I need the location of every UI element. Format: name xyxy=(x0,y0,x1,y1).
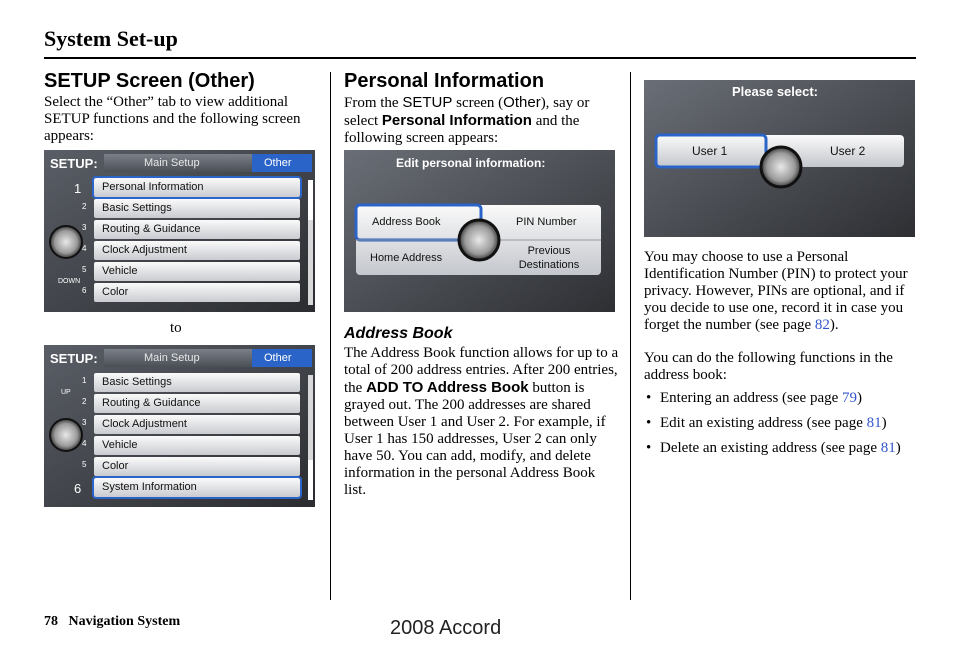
bullet-text: Edit an existing address (see page xyxy=(660,415,867,431)
setup-menu-item[interactable] xyxy=(94,220,300,239)
page-header-title: System Set-up xyxy=(44,26,178,51)
pin-paragraph-b: ). xyxy=(829,317,839,333)
setup-menu-item-number: 4 xyxy=(82,439,87,448)
intro-text-d: and the following screen appears: xyxy=(344,113,580,146)
section-heading-setup-other: SETUP Screen (Other) xyxy=(44,70,255,92)
intro-text-b: screen ( xyxy=(452,95,504,111)
setup-menu-item-number: 1 xyxy=(74,181,82,196)
setup-menu-item-label: Vehicle xyxy=(102,265,138,277)
up-label: UP xyxy=(61,389,71,396)
please-select-screen xyxy=(644,80,915,237)
page-link-81[interactable]: 81 xyxy=(866,415,882,431)
watermark: 2008 Accord xyxy=(390,617,502,639)
previous-label: Previous xyxy=(527,245,571,257)
pin-paragraph-a: You may choose to use a Personal Identification Number (PIN) to protect your privacy. However, PINs are optional, and if you decide to use one, record it in case you forget the number (see page xyxy=(644,249,908,333)
setup-menu-item[interactable] xyxy=(94,478,300,497)
setup-screen-2-title: SETUP: xyxy=(50,351,98,366)
list-item xyxy=(644,415,920,432)
column-divider-1 xyxy=(330,72,331,600)
header-rule xyxy=(44,57,916,59)
add-to-address-book-label: ADD TO Address Book xyxy=(366,379,529,396)
bullet-end: ) xyxy=(857,390,863,406)
column-divider-2 xyxy=(630,72,631,600)
address-book-section xyxy=(344,325,620,499)
please-select-title: Please select: xyxy=(732,84,819,99)
address-book-body-a: The Address Book function allows for up to a total of 200 address entries. After 200 entries, the xyxy=(344,345,619,396)
setup-menu-item[interactable] xyxy=(94,457,300,476)
setup-other-intro: Select the “Other” tab to view additional SETUP functions and the following screen appears: xyxy=(44,94,301,144)
home-address-button[interactable]: Home Address xyxy=(370,252,443,264)
page-number: 78 xyxy=(44,614,58,629)
setup-menu-item-number: 3 xyxy=(82,418,87,427)
destinations-label: Destinations xyxy=(518,259,580,271)
setup-screen-1-tab-other[interactable]: Other xyxy=(264,157,292,169)
setup-menu-item-label: Vehicle xyxy=(102,439,138,451)
intro-setup: SETUP xyxy=(402,94,453,111)
page-link-82[interactable]: 82 xyxy=(814,317,830,333)
edit-personal-info-graphic xyxy=(344,150,615,312)
column-pin-info xyxy=(644,249,920,465)
knob-icon xyxy=(50,419,82,451)
setup-menu-item-number: 5 xyxy=(82,265,87,274)
setup-menu-item[interactable] xyxy=(94,283,300,302)
setup-menu-item-number: 2 xyxy=(82,202,87,211)
user-1-button[interactable]: User 1 xyxy=(692,144,728,158)
page-link-79[interactable]: 79 xyxy=(842,390,858,406)
address-book-button[interactable]: Address Book xyxy=(372,216,441,228)
pin-number-button[interactable]: PIN Number xyxy=(516,216,577,228)
user-2-button[interactable]: User 2 xyxy=(830,144,866,158)
setup-menu-item[interactable] xyxy=(94,262,300,281)
setup-menu-item-number: 5 xyxy=(82,460,87,469)
address-book-heading: Address Book xyxy=(344,325,453,342)
setup-menu-item[interactable] xyxy=(94,199,300,218)
intro-text-c: ), say or select xyxy=(344,95,590,129)
setup-menu-item-label: System Information xyxy=(102,481,197,493)
setup-menu-item[interactable] xyxy=(94,241,300,260)
setup-menu-item-label: Clock Adjustment xyxy=(102,244,187,256)
intro-text-a: From the xyxy=(344,95,403,111)
please-select-graphic xyxy=(644,80,915,237)
setup-menu-item-number: 2 xyxy=(82,397,87,406)
down-label: DOWN xyxy=(58,278,81,285)
list-item xyxy=(644,390,920,407)
setup-menu-item-number: 6 xyxy=(74,481,82,496)
pin-paragraph xyxy=(644,249,920,334)
setup-menu-item[interactable] xyxy=(94,178,300,197)
personal-information-intro xyxy=(344,94,620,147)
setup-screen-2-tab-other[interactable]: Other xyxy=(264,352,292,364)
address-book-body xyxy=(344,345,620,499)
column-setup-other xyxy=(44,70,322,145)
bullet-text: Delete an existing address (see page xyxy=(660,440,881,456)
intro-other: Other xyxy=(503,94,541,111)
setup-screen-1 xyxy=(44,150,315,312)
setup-menu-item[interactable] xyxy=(94,415,300,434)
setup-screen-2 xyxy=(44,345,315,507)
section-heading-personal-information: Personal Information xyxy=(344,70,545,92)
setup-menu-item[interactable] xyxy=(94,436,300,455)
edit-personal-info-screen xyxy=(344,150,615,312)
knob-icon xyxy=(761,147,801,187)
knob-icon xyxy=(50,226,82,258)
setup-menu-item-label: Basic Settings xyxy=(102,376,172,388)
setup-menu-item-number: 1 xyxy=(82,376,87,385)
page-link-81[interactable]: 81 xyxy=(880,440,896,456)
edit-personal-info-title: Edit personal information: xyxy=(396,156,546,170)
setup-menu-item-number: 4 xyxy=(82,244,87,253)
address-book-body-b: button is grayed out. The 200 addresses are shared between User 1 and User 2. For example, if User 1 has 150 addresses, User 2 can only have 50. You can add, modify, and delete information in the personal Address Book list. xyxy=(344,380,606,498)
setup-menu-item-label: Personal Information xyxy=(102,181,204,193)
bullet-text: Entering an address (see page xyxy=(660,390,843,406)
bullet-end: ) xyxy=(881,415,887,431)
setup-screen-1-title: SETUP: xyxy=(50,156,98,171)
setup-menu-item-label: Routing & Guidance xyxy=(102,223,201,235)
setup-menu-item[interactable] xyxy=(94,394,300,413)
intro-personal-information: Personal Information xyxy=(381,112,532,129)
setup-menu-item-label: Color xyxy=(102,286,129,298)
setup-menu-item-label: Clock Adjustment xyxy=(102,418,187,430)
setup-screen-2-tab-main[interactable]: Main Setup xyxy=(144,352,200,364)
previous-destinations-button[interactable] xyxy=(514,244,584,272)
functions-list xyxy=(644,390,920,457)
page-footer xyxy=(44,614,180,630)
setup-menu-item-label: Color xyxy=(102,460,129,472)
knob-icon xyxy=(459,220,499,260)
functions-paragraph: You can do the following functions in the address book: xyxy=(644,350,893,383)
setup-menu-item-label: Routing & Guidance xyxy=(102,397,201,409)
bullet-end: ) xyxy=(895,440,901,456)
setup-screen-1-tab-main[interactable]: Main Setup xyxy=(144,157,200,169)
setup-menu-item-number: 6 xyxy=(82,286,87,295)
list-item xyxy=(644,440,920,457)
to-text: to xyxy=(170,320,182,336)
book-title: Navigation System xyxy=(68,614,181,629)
column-personal-information xyxy=(344,70,620,147)
setup-menu-item-label: Basic Settings xyxy=(102,202,172,214)
setup-menu-item[interactable] xyxy=(94,373,300,392)
setup-menu-item-number: 3 xyxy=(82,223,87,232)
